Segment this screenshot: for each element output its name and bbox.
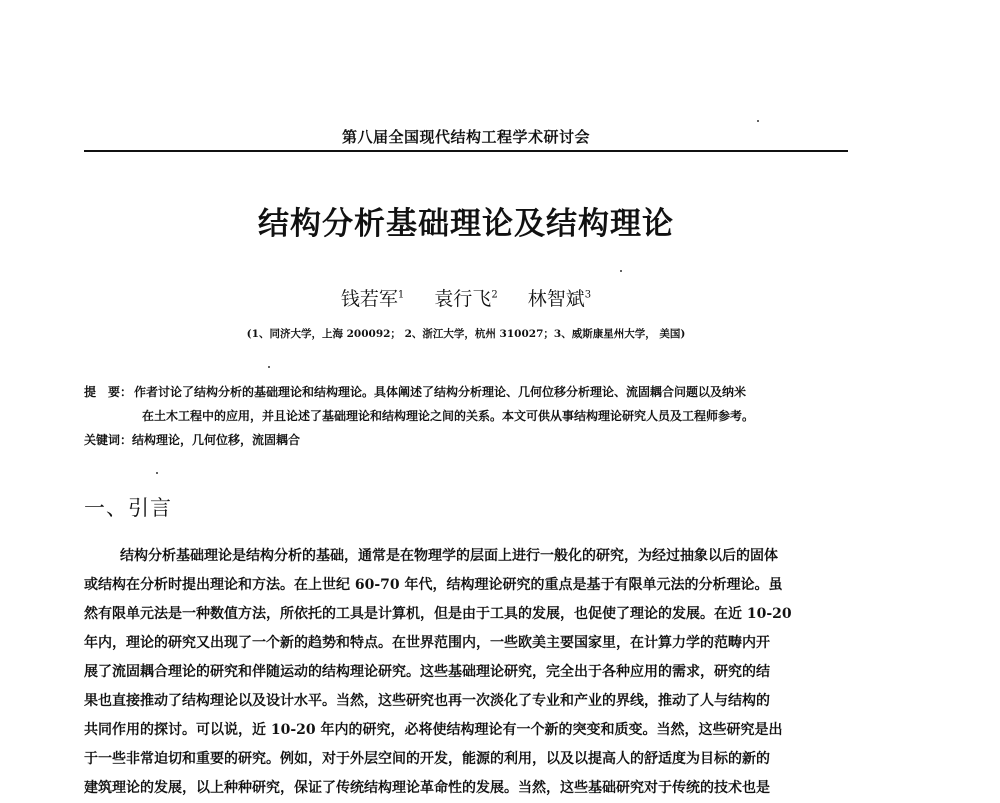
abstract	[84, 380, 884, 428]
section-heading-introduction: 一、引言	[84, 496, 172, 520]
body-line: 年内，理论的研究又出现了一个新的趋势和特点。在世界范围内，一些欧美主要国家里，在计算力学的范畴内开	[84, 635, 770, 651]
author-1-sup: 1	[397, 289, 405, 301]
abstract-text-1: 作者讨论了结构分析的基础理论和结构理论。具体阐述了结构分析理论、几何位移分析理论、流固耦合问题以及纳米	[134, 385, 747, 399]
abstract-line-1	[84, 380, 884, 404]
author-3-name: 林智斌	[527, 288, 585, 310]
body-line: 展了流固耦合理论的研究和伴随运动的结构理论研究。这些基础理论研究，完全出于各种应用的需求，研究的结	[84, 664, 770, 680]
author-2-sup: 2	[491, 289, 498, 301]
author-2	[434, 284, 497, 311]
body-line: 或结构在分析时提出理论和方法。在上世纪 60-70 年代，结构理论研究的重点是基于有限单元法的分析理论。虽	[84, 577, 783, 593]
body-line: 共同作用的探讨。可以说，近 10-20 年内的研究，必将使结构理论有一个新的突变和质变。当然，这些研究是出	[84, 722, 783, 738]
body-line: 建筑理论的发展，以上种种研究，保证了传统结构理论革命性的发展。当然，这些基础研究对于传统的技术也是	[84, 780, 770, 796]
scan-speck	[620, 270, 622, 272]
keywords-label: 关键词：	[84, 433, 133, 447]
body-paragraph	[84, 542, 870, 803]
author-list	[84, 284, 848, 311]
body-line: 于一些非常迫切和重要的研究。例如，对于外层空间的开发，能源的利用，以及以提高人的舒适度为目标的新的	[84, 751, 770, 767]
scan-speck	[757, 120, 759, 122]
affiliations: (1、同济大学，上海 200092； 2、浙江大学，杭州 310027；3、威斯康星州大学， 美国)	[246, 328, 686, 340]
scan-speck	[156, 472, 158, 474]
keywords-text: 结构理论，几何位移，流固耦合	[132, 433, 301, 447]
running-header: 第八届全国现代结构工程学术研讨会	[341, 128, 590, 146]
author-1	[341, 284, 404, 311]
keywords	[84, 428, 884, 452]
author-2-name: 袁行飞	[434, 288, 492, 310]
paper-title: 结构分析基础理论及结构理论	[258, 206, 674, 242]
author-3	[528, 284, 591, 311]
scan-speck	[268, 366, 270, 368]
abstract-line-2: 在土木工程中的应用，并且论述了基础理论和结构理论之间的关系。本文可供从事结构理论研究人员及工程师参考。	[142, 409, 755, 423]
author-3-sup: 3	[584, 289, 592, 301]
abstract-label: 提 要：	[84, 385, 133, 399]
header-rule	[84, 150, 848, 152]
author-1-name: 钱若军	[340, 288, 398, 310]
body-line: 结构分析基础理论是结构分析的基础，通常是在物理学的层面上进行一般化的研究，为经过抽象以后的固体	[120, 548, 778, 564]
body-line: 然有限单元法是一种数值方法，所依托的工具是计算机，但是由于工具的发展，也促使了理论的发展。在近 10-20	[84, 606, 792, 622]
body-line: 果也直接推动了结构理论以及设计水平。当然，这些研究也再一次淡化了专业和产业的界线，推动了人与结构的	[84, 693, 770, 709]
